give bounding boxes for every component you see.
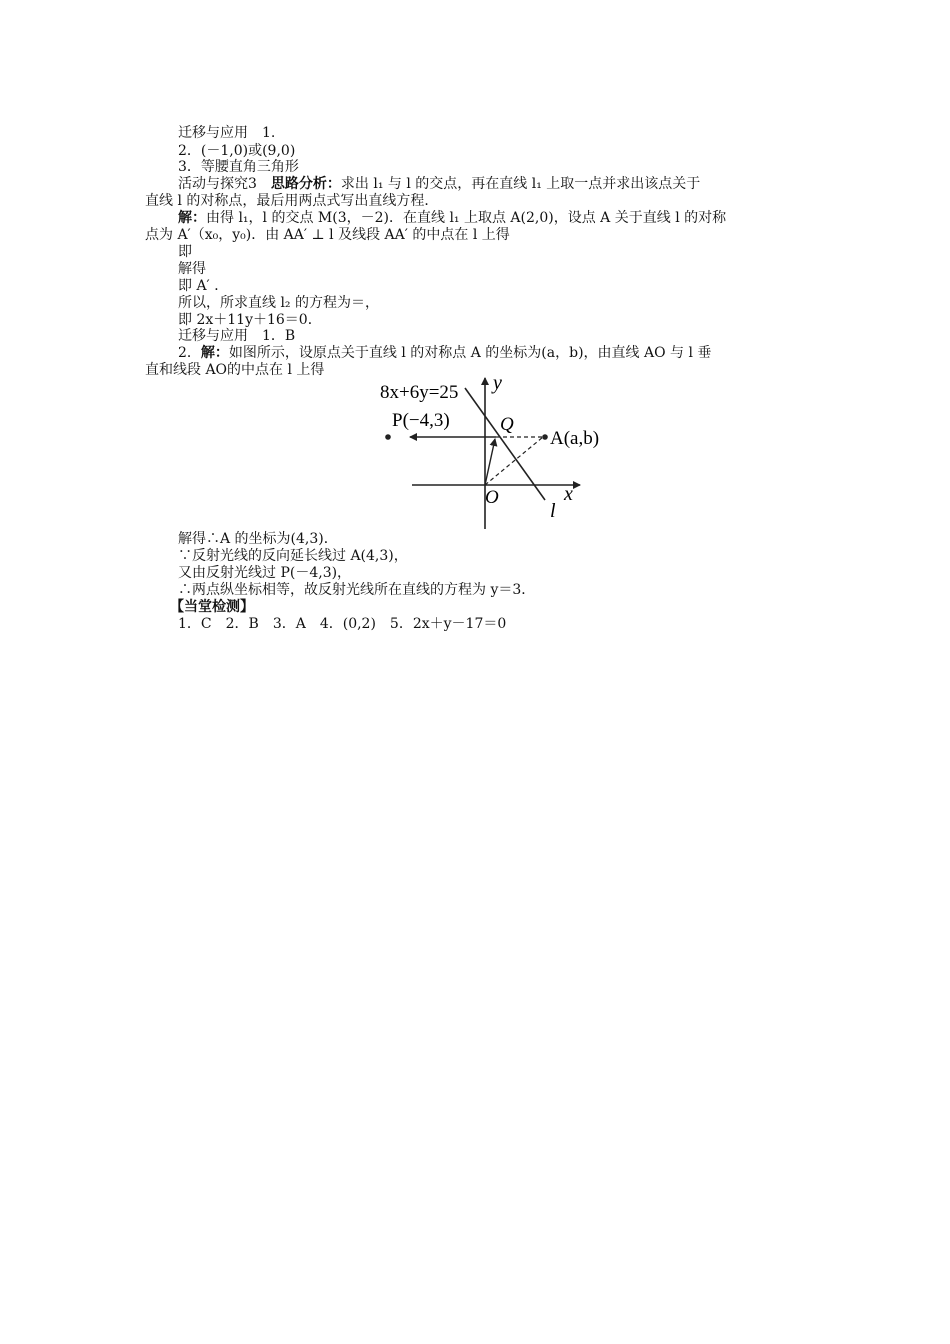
reflection-diagram [370,372,610,532]
text-line [178,175,700,193]
equation-label: 8x+6y=25 [380,382,459,403]
text-line: 又由反射光线过 P(－4,3)， [178,565,352,581]
text-line: 即 2x＋11y＋16＝0． [178,312,322,328]
text-span: 如图所示，设原点关于直线 l 的对称点 A 的坐标为(a，b)，由直线 AO 与 l 垂 [228,345,712,361]
x-axis-label: x [564,483,573,505]
text-line: 解得∴A 的坐标为(4,3)． [178,531,338,547]
point-a-label: A(a,b) [550,428,600,449]
point-a [542,434,548,440]
text-line: 3．等腰直角三角形 [178,159,299,175]
text-span: 2． [178,345,201,361]
text-line [178,209,726,227]
point-q-label: Q [500,414,514,435]
y-axis-label: y [493,372,502,394]
point-p-label: P(−4,3) [392,410,450,431]
text-line: 迁移与应用 1．B [178,328,296,344]
text-line: 2．(－1,0)或(9,0) [178,143,296,159]
text-line [178,344,711,362]
text-line: ∵反射光线的反向延长线过 A(4,3)， [178,548,408,564]
text-line: 即 A′ ． [178,278,229,294]
text-line: 1．C 2．B 3．A 4．(0,2) 5．2x＋y－17＝0 [178,616,507,632]
text-line: ∴两点纵坐标相等，故反射光线所在直线的方程为 y＝3． [178,582,536,598]
bold-heading: 解： [178,210,206,226]
text-line: 所以，所求直线 l₂ 的方程为＝， [178,295,379,311]
line-l [465,388,545,500]
text-span: 求出 l₁ 与 l 的交点，再在直线 l₁ 上取一点并求出该点关于 [340,176,701,192]
point-p [385,434,391,440]
section-heading: 【当堂检测】 [170,599,254,615]
origin-label: O [485,487,499,508]
bold-heading: 解： [200,345,229,361]
text-line: 直和线段 AO的中点在 l 上得 [145,362,325,378]
text-line: 即 [178,244,192,260]
text-line: 迁移与应用 1. [178,125,276,141]
text-line: 直线 l 的对称点，最后用两点式写出直线方程． [145,193,439,209]
text-span: 由得 l₁，l 的交点 M(3，－2)．在直线 l₁ 上取点 A(2,0)，设点 A 关于直线 l 的对称 [206,210,727,226]
line-l-label: l [550,500,556,522]
text-line: 解得 [178,261,206,277]
text-line: 点为 A′（x₀，y₀)．由 AA′ ⊥ l 及线段 AA′ 的中点在 l 上得 [145,227,510,243]
bold-heading: 思路分析： [270,176,341,192]
section-label: 活动与探究3 [178,176,271,192]
